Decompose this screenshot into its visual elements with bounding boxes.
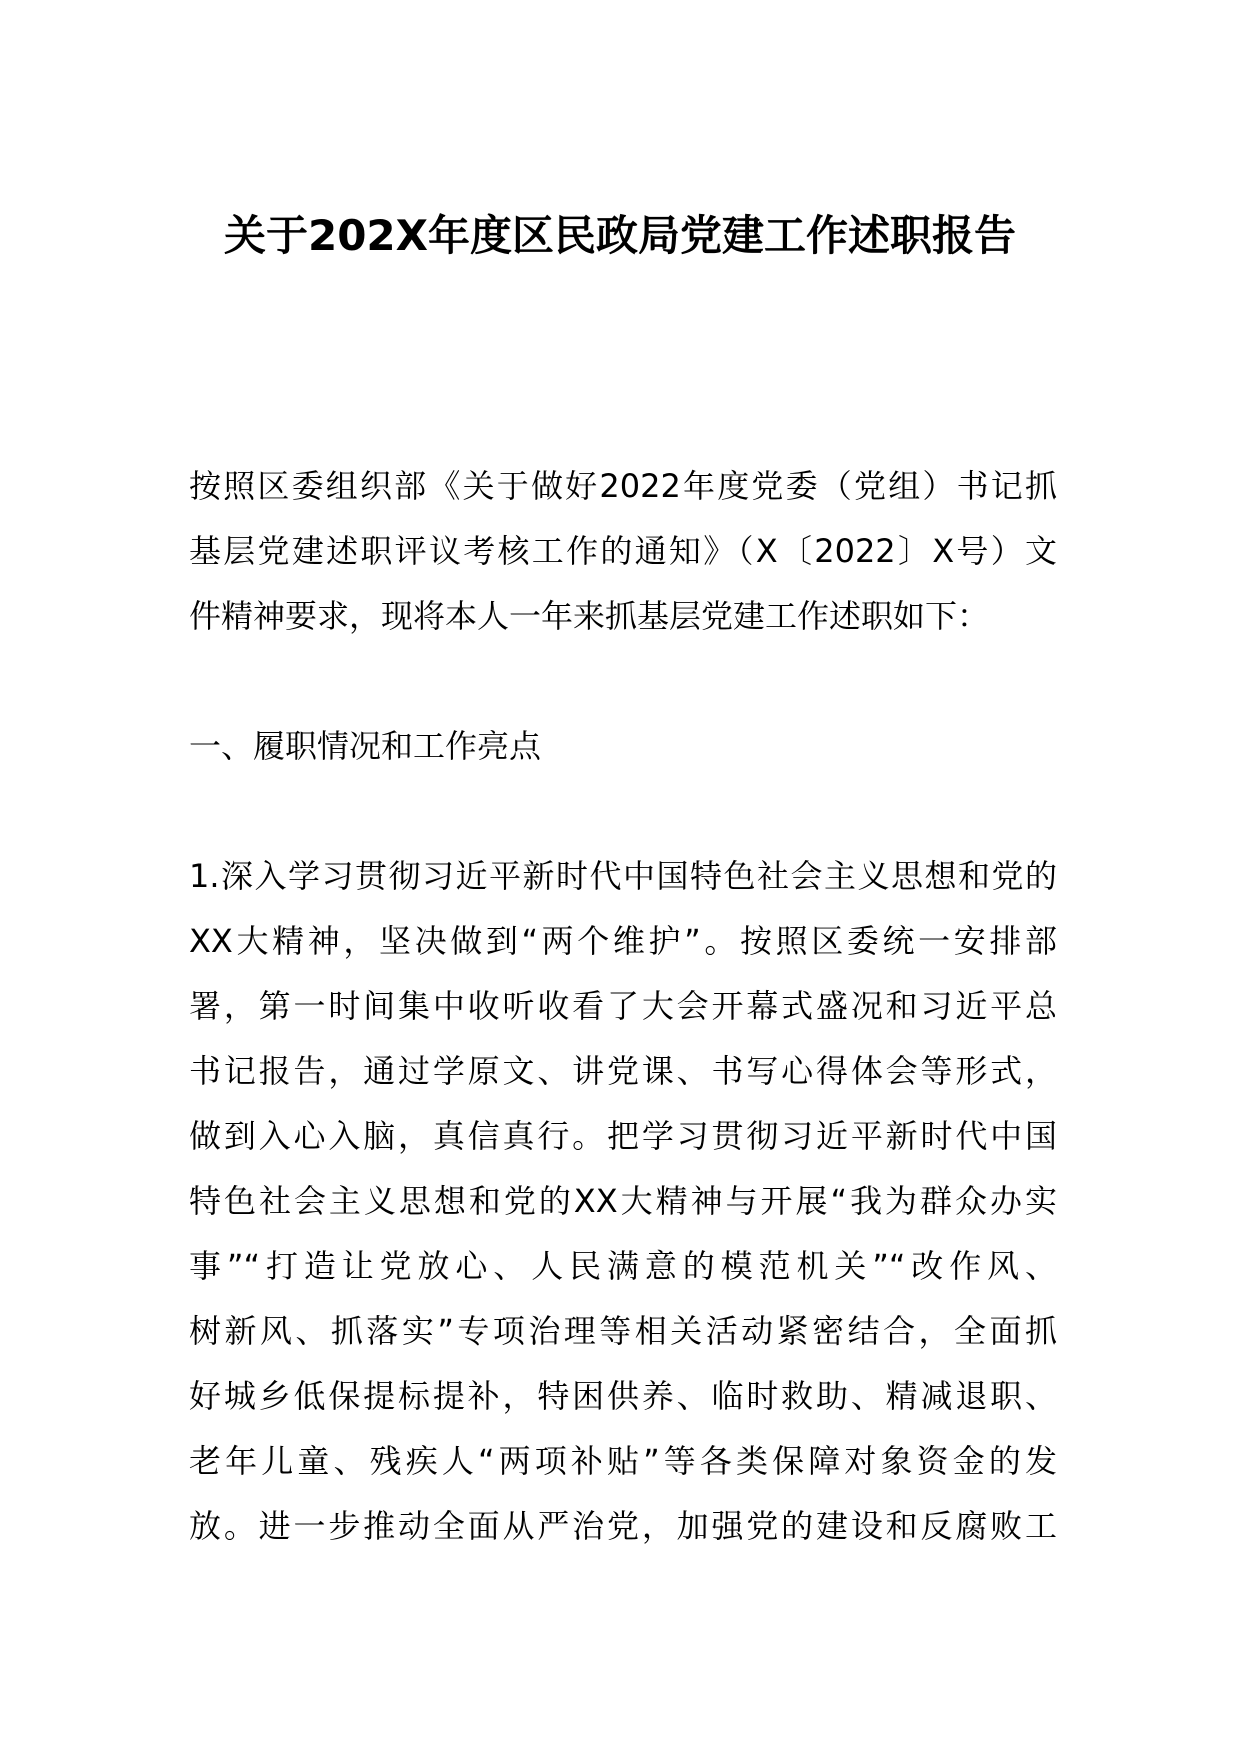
- paragraph-spacer: [189, 649, 1057, 714]
- text-line: 老年儿童、残疾人“两项补贴”等各类保障对象资金的发: [189, 1442, 1057, 1480]
- text-line: 署，第一时间集中收听收看了大会开幕式盛况和习近平总: [189, 987, 1057, 1025]
- section-heading: 一、履职情况和工作亮点: [189, 727, 542, 765]
- document-body: [189, 454, 1057, 1559]
- text-line: 基层党建述职评议考核工作的通知》（X〔2022〕X号）文: [189, 532, 1057, 570]
- text-line: XX大精神，坚决做到“两个维护”。按照区委统一安排部: [189, 922, 1057, 960]
- text-line: 放。进一步推动全面从严治党，加强党的建设和反腐败工: [189, 1507, 1057, 1545]
- text-line: 树新风、抓落实”专项治理等相关活动紧密结合，全面抓: [189, 1312, 1057, 1350]
- item1-paragraph: [189, 844, 1057, 1559]
- text-line: 书记报告，通过学原文、讲党课、书写心得体会等形式，: [189, 1052, 1057, 1090]
- intro-paragraph: [189, 454, 1057, 649]
- text-line: 事”“打造让党放心、人民满意的模范机关”“改作风、: [189, 1247, 1057, 1285]
- text-line: 特色社会主义思想和党的XX大精神与开展“我为群众办实: [189, 1182, 1057, 1220]
- text-line: 好城乡低保提标提补，特困供养、临时救助、精减退职、: [189, 1377, 1057, 1415]
- text-line: 件精神要求，现将本人一年来抓基层党建工作述职如下：: [189, 597, 990, 635]
- paragraph-spacer: [189, 779, 1057, 844]
- text-line: 做到入心入脑，真信真行。把学习贯彻习近平新时代中国: [189, 1117, 1057, 1155]
- document-title: 关于202X年度区民政局党建工作述职报告: [223, 211, 1017, 260]
- text-line: 按照区委组织部《关于做好2022年度党委（党组）书记抓: [189, 467, 1057, 505]
- text-line: 1.深入学习贯彻习近平新时代中国特色社会主义思想和党的: [189, 857, 1057, 895]
